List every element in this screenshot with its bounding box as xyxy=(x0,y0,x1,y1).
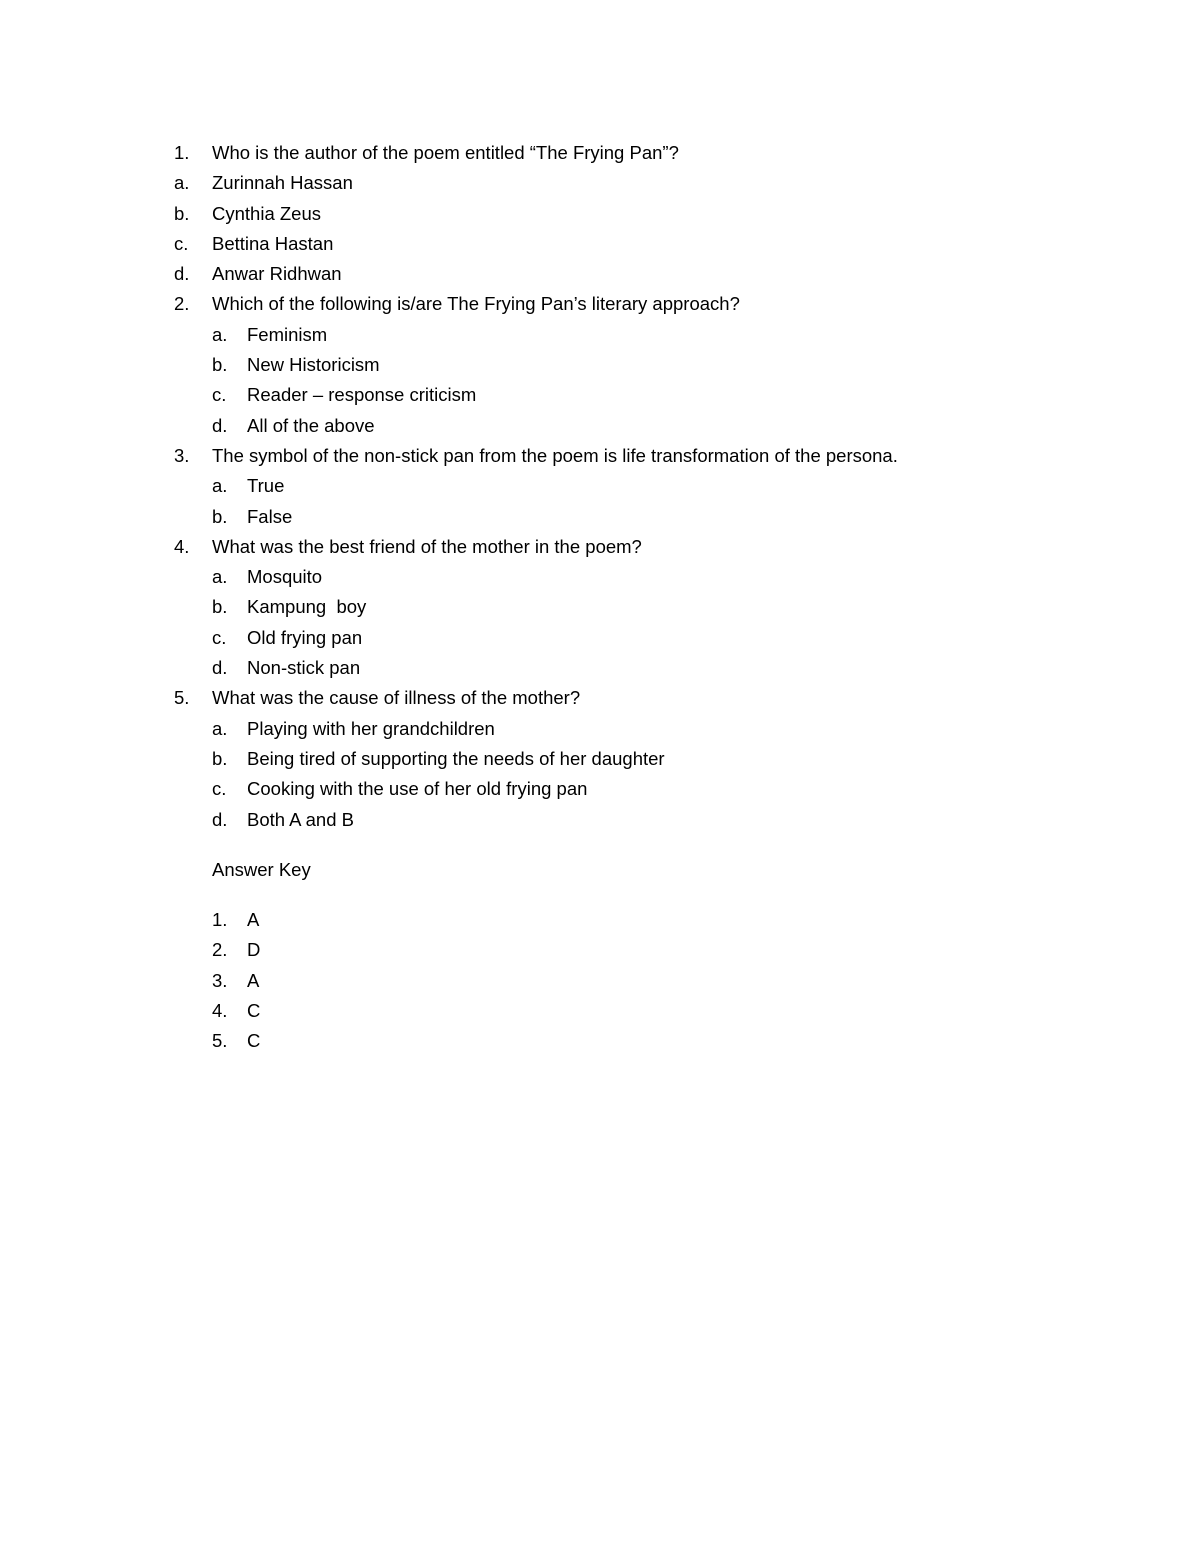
question-text: What was the best friend of the mother in the poem? xyxy=(212,535,642,557)
option-text: Being tired of supporting the needs of her daughter xyxy=(247,747,665,769)
question-number: 5. xyxy=(174,687,190,709)
option-letter: b. xyxy=(174,202,190,224)
option-letter: a. xyxy=(212,323,228,345)
question-3 xyxy=(0,441,1200,471)
answer-number: 2. xyxy=(212,939,228,961)
question-number: 4. xyxy=(174,535,190,557)
option-text: All of the above xyxy=(247,414,375,436)
quiz-content xyxy=(0,138,1200,1057)
question-text: What was the cause of illness of the mother? xyxy=(212,687,581,709)
option-letter: c. xyxy=(174,232,189,254)
question-3-option-a xyxy=(0,471,1200,501)
answer-key-item-1 xyxy=(0,905,1200,935)
option-text: Playing with her grandchildren xyxy=(247,717,495,739)
option-text: Non-stick pan xyxy=(247,657,361,679)
question-2-option-c xyxy=(0,380,1200,410)
answer-key-item-5 xyxy=(0,1026,1200,1056)
question-number: 3. xyxy=(174,444,190,466)
answer-letter: C xyxy=(247,1000,261,1022)
option-text: Feminism xyxy=(247,323,328,345)
question-2-option-b xyxy=(0,350,1200,380)
question-1-option-a xyxy=(0,168,1200,198)
option-text: Zurinnah Hassan xyxy=(212,172,353,194)
answer-number: 5. xyxy=(212,1030,228,1052)
option-text: Old frying pan xyxy=(247,626,363,648)
option-text: Bettina Hastan xyxy=(212,232,334,254)
question-number: 2. xyxy=(174,293,190,315)
question-5-option-b xyxy=(0,744,1200,774)
option-text: False xyxy=(247,505,293,527)
question-4-option-d xyxy=(0,653,1200,683)
option-letter: b. xyxy=(212,354,228,376)
answer-key-title: Answer Key xyxy=(212,858,311,880)
option-letter: b. xyxy=(212,596,228,618)
question-1 xyxy=(0,138,1200,168)
option-letter: b. xyxy=(212,505,228,527)
option-letter: a. xyxy=(212,475,228,497)
question-1-option-b xyxy=(0,199,1200,229)
spacer xyxy=(0,835,1200,855)
question-4-option-b xyxy=(0,592,1200,622)
question-4 xyxy=(0,532,1200,562)
option-text: Kampung boy xyxy=(247,596,367,618)
option-letter: c. xyxy=(212,778,227,800)
option-text: Anwar Ridhwan xyxy=(212,263,342,285)
question-text: The symbol of the non-stick pan from the poem is life transformation of the persona. xyxy=(212,444,898,466)
question-3-option-b xyxy=(0,502,1200,532)
option-letter: c. xyxy=(212,384,227,406)
answer-letter: C xyxy=(247,1030,261,1052)
option-text: New Historicism xyxy=(247,354,380,376)
option-letter: a. xyxy=(212,717,228,739)
option-text: Mosquito xyxy=(247,566,323,588)
option-letter: a. xyxy=(212,566,228,588)
question-text: Which of the following is/are The Frying Pan’s literary approach? xyxy=(212,293,740,315)
option-text: Cynthia Zeus xyxy=(212,202,321,224)
answer-letter: A xyxy=(247,969,260,991)
question-4-option-a xyxy=(0,562,1200,592)
question-1-option-d xyxy=(0,259,1200,289)
answer-key-item-2 xyxy=(0,935,1200,965)
answer-key-item-3 xyxy=(0,966,1200,996)
answer-letter: A xyxy=(247,909,260,931)
question-5 xyxy=(0,683,1200,713)
question-5-option-c xyxy=(0,774,1200,804)
option-letter: d. xyxy=(212,414,228,436)
option-letter: b. xyxy=(212,747,228,769)
option-letter: a. xyxy=(174,172,190,194)
option-letter: c. xyxy=(212,626,227,648)
question-2-option-d xyxy=(0,411,1200,441)
option-letter: d. xyxy=(212,808,228,830)
spacer xyxy=(0,885,1200,905)
question-2-option-a xyxy=(0,320,1200,350)
question-1-option-c xyxy=(0,229,1200,259)
option-text: Both A and B xyxy=(247,808,354,830)
option-letter: d. xyxy=(212,657,228,679)
answer-number: 3. xyxy=(212,969,228,991)
option-text: True xyxy=(247,475,285,497)
option-text: Cooking with the use of her old frying pan xyxy=(247,778,588,800)
answer-letter: D xyxy=(247,939,261,961)
question-text: Who is the author of the poem entitled “The Frying Pan”? xyxy=(212,142,679,163)
question-2 xyxy=(0,289,1200,319)
answer-number: 1. xyxy=(212,909,228,931)
answer-key-heading xyxy=(0,855,1200,885)
answer-number: 4. xyxy=(212,1000,228,1022)
question-4-option-c xyxy=(0,623,1200,653)
option-letter: d. xyxy=(174,263,190,285)
answer-key-item-4 xyxy=(0,996,1200,1026)
question-5-option-a xyxy=(0,714,1200,744)
option-text: Reader – response criticism xyxy=(247,384,477,406)
question-number: 1. xyxy=(174,142,190,163)
question-5-option-d xyxy=(0,805,1200,835)
